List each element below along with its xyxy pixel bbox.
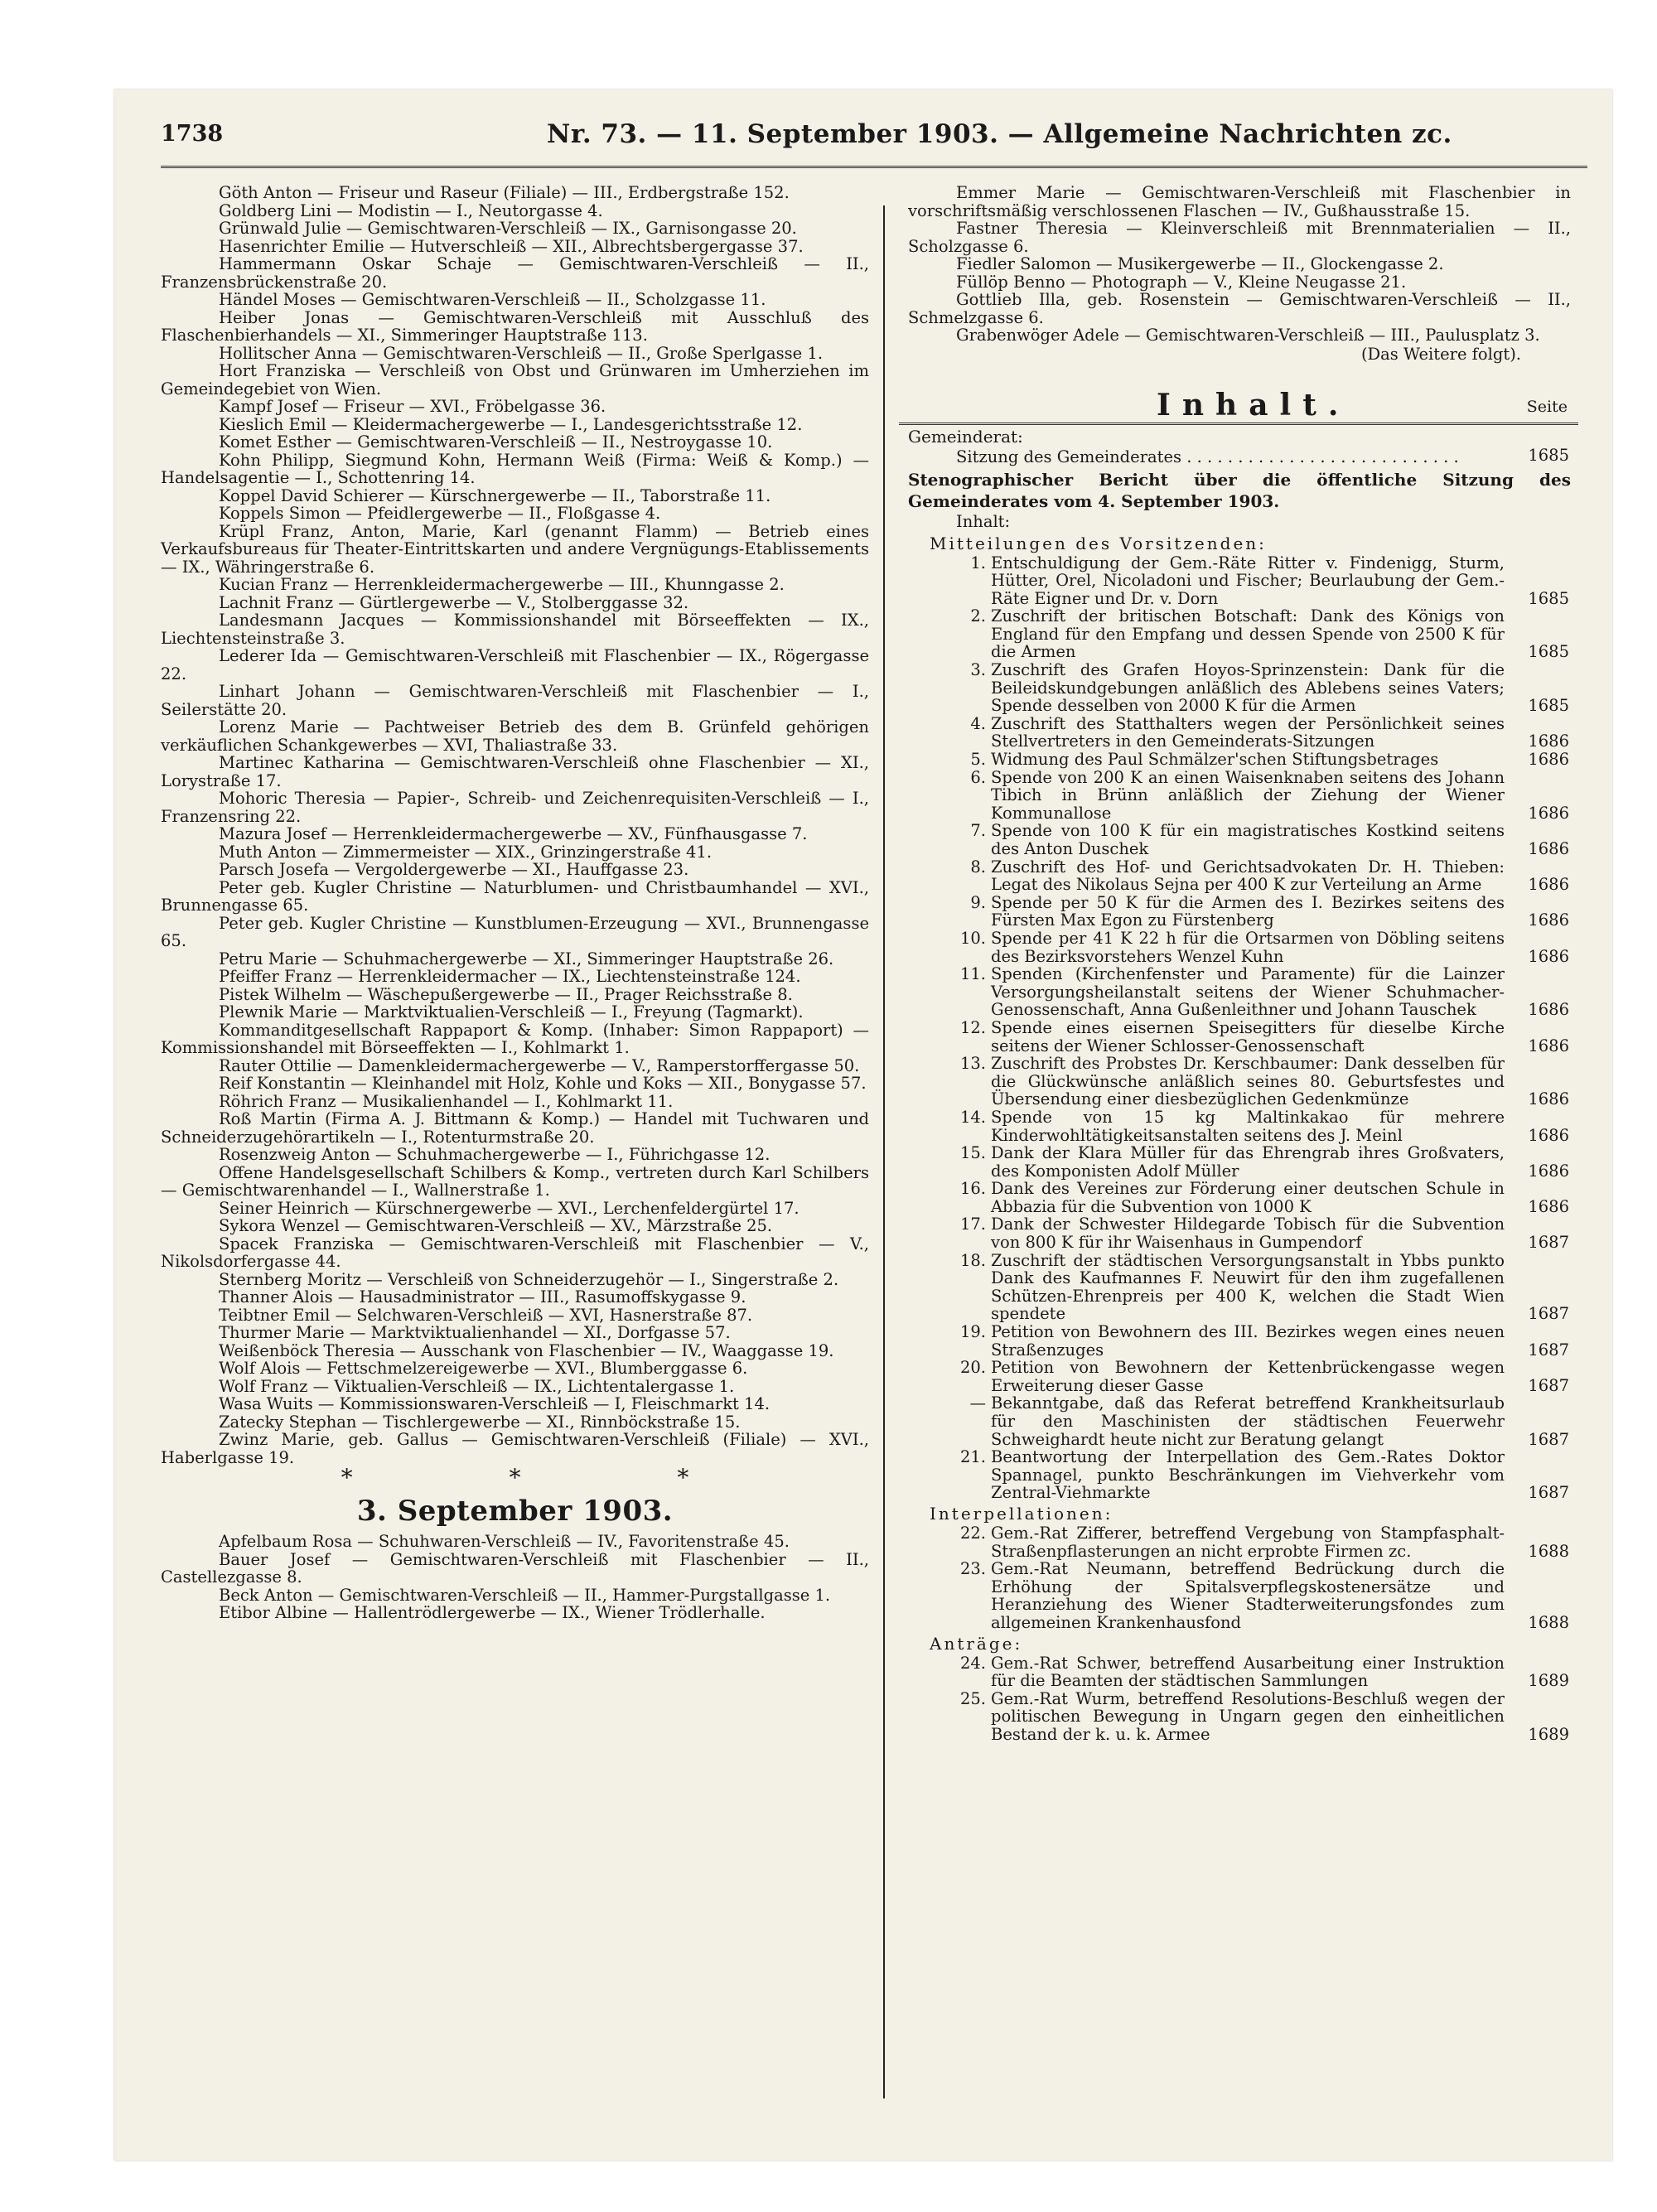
license-entry: Mazura Josef — Herrenkleidermachergewerbe — XV., Fünfhausgasse 7. — [219, 824, 808, 843]
section-antraege: Anträge: — [930, 1633, 1023, 1654]
header-rule — [161, 166, 1587, 168]
toc-entry-text: Gem.-Rat Neumann, betreffend Bedrückung durch die Erhöhung der Spitalsverpflegskostenersätze und Heranziehung des Wiener Stadterweiterungsfondes zum allgemeinen Krankenhausfond — [991, 1559, 1505, 1632]
toc-entry-text: Gem.-Rat Zifferer, betreffend Vergebung von Stampfasphalt-Straßenpflasterungen an nicht erprobte Firmen zc. — [991, 1523, 1505, 1561]
toc-entry-number: 14. — [959, 1107, 986, 1127]
toc-entry — [908, 1560, 1571, 1631]
license-entry: Koppel David Schierer — Kürschnergewerbe — II., Taborstraße 11. — [219, 485, 771, 505]
license-entry: Kucian Franz — Herrenkleidermachergewerbe — III., Khunngasse 2. — [219, 575, 785, 594]
license-entry: Seiner Heinrich — Kürschnergewerbe — XVI., Lerchenfeldergürtel 17. — [219, 1198, 800, 1218]
toc-entry-text: Dank der Schwester Hildegarde Tobisch für die Subvention von 800 K für ihr Waisenhaus in Gumpendorf — [991, 1215, 1505, 1253]
license-entry: Kohn Philipp, Siegmund Kohn, Hermann Weiß (Firma: Weiß & Komp.) — Handelsagentie — I., Schottenring 14. — [161, 450, 869, 487]
license-entry: Kampf Josef — Friseur — XVI., Fröbelgasse 36. — [219, 397, 606, 416]
toc-page-label: Seite — [1526, 397, 1568, 416]
toc-entry — [908, 822, 1571, 857]
toc-entry-number: 25. — [959, 1688, 986, 1708]
toc-entry-number: 22. — [959, 1523, 986, 1543]
toc-entry-text: Beantwortung der Interpellation des Gem.-Rates Doktor Spannagel, punkto Beschränkungen im Viehverkehr vom Zentral-Viehmarkte — [991, 1447, 1505, 1503]
toc-entry-number: 20. — [959, 1358, 986, 1378]
toc-page-number: 1686 — [1528, 1036, 1569, 1055]
toc-entry-number: 11. — [959, 964, 986, 984]
license-list-continued — [908, 184, 1571, 345]
toc-entry-text: Dank der Klara Müller für das Ehrengrab ihres Großvaters, des Komponisten Adolf Müller — [991, 1143, 1505, 1181]
toc-page-number: 1686 — [1528, 1000, 1569, 1020]
toc-entry-text: Petition von Bewohnern des III. Bezirkes wegen eines neuen Straßenzuges — [991, 1322, 1505, 1360]
toc-entry-text: Gem.-Rat Schwer, betreffend Ausarbeitung einer Instruktion für die Beamten der städtischen Sammlungen — [991, 1653, 1505, 1691]
right-column — [908, 184, 1571, 1744]
toc-entry — [908, 1252, 1571, 1323]
section-mitteilungen: Mitteilungen des Vorsitzenden: — [930, 533, 1267, 553]
toc-entry — [908, 930, 1571, 965]
toc-entry-text: Zuschrift des Grafen Hoyos-Sprinzenstein: Dank für die Beileidskundgebungen anläßlich des Ablebens seines Vaters; Spende desselben von 2000 K für die Armen — [991, 660, 1505, 716]
toc-entry — [908, 1359, 1571, 1394]
license-entry: Hasenrichter Emilie — Hutverschleiß — XII., Albrechtsbergergasse 37. — [219, 236, 804, 256]
toc-entry-text: Spende per 41 K 22 h für die Ortsarmen von Döbling seitens des Bezirksvorstehers Wenzel Kuhn — [991, 928, 1505, 966]
toc-entry-number: 24. — [959, 1653, 986, 1673]
license-entry: Mohoric Theresia — Papier-, Schreib- und Zeichenrequisiten-Verschleiß — I., Franzensring 22. — [161, 789, 869, 826]
toc-entry-text: Spenden (Kirchenfenster und Paramente) für die Lainzer Versorgungsheilanstalt seitens der Wiener Schuhmacher-Genossenschaft, Anna Gußenleithner und Johann Tauschek — [991, 964, 1505, 1020]
toc-page-number: 1687 — [1528, 1429, 1569, 1449]
license-entry: Thanner Alois — Hausadministrator — III., Rasumoffskygasse 9. — [219, 1287, 746, 1306]
date-heading: 3. September 1903. — [356, 1495, 674, 1528]
license-entry: Parsch Josefa — Vergoldergewerbe — XI., Hauffgasse 23. — [219, 860, 689, 879]
toc-entry — [908, 1654, 1571, 1690]
toc-entry — [908, 1524, 1571, 1560]
license-entry: Komet Esther — Gemischtwaren-Verschleiß — II., Nestroygasse 10. — [219, 432, 773, 452]
license-entry: Hammermann Oskar Schaje — Gemischtwaren-Verschleiß — II., Franzensbrückenstraße 20. — [161, 254, 869, 292]
toc-entry-number: 19. — [959, 1322, 986, 1342]
license-entry: Grünwald Julie — Gemischtwaren-Verschleiß — IX., Garnisongasse 20. — [219, 219, 797, 238]
toc-entry-number: 6. — [970, 767, 986, 787]
toc-entry — [908, 965, 1571, 1019]
toc-entry-text: Spende per 50 K für die Armen des I. Bezirkes seitens des Fürsten Max Egon zu Fürstenberg — [991, 892, 1505, 930]
left-column — [161, 184, 869, 1622]
license-entry: Göth Anton — Friseur und Raseur (Filiale) — III., Erdbergstraße 152. — [219, 183, 790, 202]
toc-page-number: 1688 — [1528, 1612, 1569, 1632]
license-entry: Thurmer Marie — Marktviktualienhandel — XI., Dorfgasse 57. — [219, 1323, 731, 1342]
toc-entry-text: Zuschrift des Probstes Dr. Kerschbaumer: Dank desselben für die Glückwünsche anläßlich seines 80. Geburtsfestes und Übersendung einer diesbezüglichen Gedenkmünze — [991, 1054, 1505, 1109]
toc-entry-text: Zuschrift der städtischen Versorgungsanstalt in Ybbs punkto Dank des Kaufmannes F. Neuwirt für den ihm zugefallenen Schützen-Ehrenpreis per 400 K, welchen die Stadt Wien spendete — [991, 1250, 1505, 1324]
toc-page-number: 1686 — [1528, 875, 1569, 895]
toc-entry — [908, 751, 1571, 769]
license-entry: Wolf Franz — Viktualien-Verschleiß — IX., Lichtentalergasse 1. — [219, 1376, 735, 1396]
license-entry: Petru Marie — Schuhmachergewerbe — XI., Simmeringer Hauptstraße 26. — [219, 949, 834, 968]
license-entry: Lederer Ida — Gemischtwaren-Verschleiß mit Flaschenbier — IX., Rögergasse 22. — [161, 646, 869, 683]
toc-page-number: 1688 — [1528, 1541, 1569, 1561]
continued-note: (Das Weitere folgt). — [1360, 344, 1521, 364]
license-list-2 — [161, 1533, 869, 1622]
license-entry: Reif Konstantin — Kleinhandel mit Holz, Kohle und Koks — XII., Bonygasse 57. — [219, 1074, 867, 1093]
toc-entry-number: 18. — [959, 1250, 986, 1270]
license-entry: Krüpl Franz, Anton, Marie, Karl (genannt Flamm) — Betrieb eines Verkaufsbureaus für Theater-Eintrittskarten und andere Vergnügungs-Etablissements — IX., Währingerstraße 6. — [161, 521, 869, 577]
license-entry: Rauter Ottilie — Damenkleidermachergewerbe — V., Ramperstorffergasse 50. — [219, 1055, 860, 1075]
license-entry: Apfelbaum Rosa — Schuhwaren-Verschleiß — IV., Favoritenstraße 45. — [219, 1532, 790, 1551]
report-title: Stenographischer Bericht über die öffentliche Sitzung des Gemeinderates vom 4. September 1903. — [908, 469, 1571, 511]
toc-entry-text: Spende von 100 K für ein magistratisches Kostkind seitens des Anton Duschek — [991, 821, 1505, 858]
license-entry: Röhrich Franz — Musikalienhandel — I., Kohlmarkt 11. — [219, 1091, 674, 1111]
toc-entry-text: Spende von 200 K an einen Waisenknaben seitens des Johann Tibich in Brünn anläßlich der Ziehung der Wiener Kommunallose — [991, 767, 1505, 823]
toc-entry — [908, 1180, 1571, 1215]
license-entry: Martinec Katharina — Gemischtwaren-Verschleiß ohne Flaschenbier — XI., Lorystraße 17. — [161, 753, 869, 790]
toc-page-number: 1689 — [1528, 1671, 1569, 1691]
toc-entry-number: 7. — [970, 821, 986, 841]
toc-entry — [908, 769, 1571, 823]
inhalt-label: Inhalt: — [956, 511, 1011, 531]
toc-entry-number: 16. — [959, 1179, 986, 1199]
license-entry: Koppels Simon — Pfeidlergewerbe — II., Floßgasse 4. — [219, 504, 661, 523]
toc-category: Gemeinderat: — [908, 426, 1023, 447]
license-entry: Landesmann Jacques — Kommissionshandel mit Börseeffekten — IX., Liechtensteinstraße 3. — [161, 611, 869, 648]
toc-page-number: 1685 — [1528, 642, 1569, 662]
license-entry: Sykora Wenzel — Gemischtwaren-Verschleiß — XV., Märzstraße 25. — [219, 1216, 773, 1235]
license-entry: Peter geb. Kugler Christine — Kunstblumen-Erzeugung — XVI., Brunnengasse 65. — [161, 913, 869, 950]
toc-page-number: 1687 — [1528, 1375, 1569, 1395]
license-entry: Heiber Jonas — Gemischtwaren-Verschleiß mit Ausschluß des Flaschenbierhandels — XI., Simmeringer Hauptstraße 113. — [161, 307, 869, 345]
license-entry: Roß Martin (Firma A. J. Bittmann & Komp.) — Handel mit Tuchwaren und Schneiderzugehörartikeln — I., Rotenturmstraße 20. — [161, 1109, 869, 1147]
toc-entry-number: 1. — [970, 553, 986, 572]
license-entry: Zatecky Stephan — Tischlergewerbe — XI., Rinnböckstraße 15. — [219, 1412, 741, 1432]
license-entry: Emmer Marie — Gemischtwaren-Verschleiß mit Flaschenbier in vorschriftsmäßig verschlossenen Flaschen — IV., Gußhausstraße 15. — [908, 183, 1571, 220]
license-entry: Fastner Theresia — Kleinverschleiß mit Brennmaterialien — II., Scholzgasse 6. — [908, 219, 1571, 256]
license-entry: Wasa Wuits — Kommissionswaren-Verschleiß — I, Fleischmarkt 14. — [219, 1394, 771, 1413]
toc-entry — [908, 1108, 1571, 1144]
license-entry: Wolf Alois — Fettschmelzereigewerbe — XVI., Blumberggasse 6. — [219, 1359, 748, 1378]
toc-entry-text: Entschuldigung der Gem.-Räte Ritter v. Findenigg, Sturm, Hütter, Orel, Nicoladoni und Fischer; Beurlaubung der Gem.-Räte Eigner und Dr. v. Dorn — [991, 553, 1505, 608]
toc-entry — [908, 715, 1571, 751]
license-entry: Zwinz Marie, geb. Gallus — Gemischtwaren-Verschleiß (Filiale) — XVI., Haberlgasse 19. — [161, 1430, 869, 1467]
toc-entry — [908, 661, 1571, 715]
toc-entry — [908, 1019, 1571, 1055]
license-entry: Füllöp Benno — Photograph — V., Kleine Neugasse 21. — [956, 272, 1407, 292]
license-entry: Grabenwöger Adele — Gemischtwaren-Verschleiß — III., Paulusplatz 3. — [956, 326, 1540, 345]
toc-page-number: 1686 — [1528, 910, 1569, 930]
toc-entry-number: 13. — [959, 1054, 986, 1074]
license-entry: Goldberg Lini — Modistin — I., Neutorgasse 4. — [219, 200, 603, 220]
license-entry: Fiedler Salomon — Musikergewerbe — II., Glockengasse 2. — [956, 254, 1444, 273]
toc-entry-number: 3. — [970, 660, 986, 680]
toc-entry-text: Sitzung des Gemeinderates — [956, 447, 1182, 466]
toc-page-number: 1687 — [1528, 1340, 1569, 1360]
license-entry: Kommanditgesellschaft Rappaport & Komp. (Inhaber: Simon Rappaport) — Kommissionshandel mit Börseeffekten — I., Kohlmarkt 1. — [161, 1020, 869, 1057]
toc-entry-text: Widmung des Paul Schmälzer'schen Stiftungsbetrages — [991, 750, 1439, 770]
column-divider — [883, 205, 885, 2099]
toc-page-number: 1687 — [1528, 1483, 1569, 1503]
toc-entry-text: Zuschrift des Statthalters wegen der Persönlichkeit seines Stellvertreters in den Gemeinderats-Sitzungen — [991, 713, 1505, 751]
toc-title: Inhalt. — [1157, 387, 1350, 423]
toc-entry-number: 2. — [970, 606, 986, 626]
license-entry: Lachnit Franz — Gürtlergewerbe — V., Stolberggasse 32. — [219, 592, 689, 612]
license-entry: Plewnik Marie — Marktviktualien-Verschleiß — I., Freyung (Tagmarkt). — [219, 1002, 804, 1021]
toc-page-number: 1685 — [1528, 445, 1569, 465]
license-entry: Beck Anton — Gemischtwaren-Verschleiß — II., Hammer-Purgstallgasse 1. — [219, 1585, 831, 1605]
toc-page-number: 1686 — [1528, 839, 1569, 858]
toc-page-number: 1685 — [1528, 696, 1569, 716]
toc-page-number: 1686 — [1528, 1089, 1569, 1109]
toc-entry-text: Petition von Bewohnern der Kettenbrückengasse wegen Erweiterung dieser Gasse — [991, 1358, 1505, 1395]
toc-entry-number: 12. — [959, 1017, 986, 1037]
license-entry: Lorenz Marie — Pachtweiser Betrieb des dem B. Grünfeld gehörigen verkäuflichen Schankgewerbes — XVI, Thaliastraße 33. — [161, 717, 869, 755]
license-entry: Gottlieb Illa, geb. Rosenstein — Gemischtwaren-Verschleiß — II., Schmelzgasse 6. — [908, 290, 1571, 327]
license-entry: Pfeiffer Franz — Herrenkleidermacher — IX., Liechtensteinstraße 124. — [219, 967, 801, 986]
section-separator: * * * — [341, 1464, 764, 1491]
toc-entry-text: Gem.-Rat Wurm, betreffend Resolutions-Beschluß wegen der politischen Bewegung in Ungarn gegen den einheitlichen Bestand der k. u. k. Armee — [991, 1688, 1505, 1744]
toc-page-number: 1686 — [1528, 732, 1569, 751]
toc-entry — [908, 1215, 1571, 1251]
toc-entry-text: Spende eines eisernen Speisegitters für dieselbe Kirche seitens der Wiener Schlosser-Genossenschaft — [991, 1017, 1505, 1055]
toc-page-number: 1686 — [1528, 946, 1569, 966]
license-entry: Pistek Wilhelm — Wäschepußergewerbe — II., Prager Reichsstraße 8. — [219, 984, 793, 1004]
toc-entry — [908, 554, 1571, 608]
toc-entry-number: 23. — [959, 1559, 986, 1579]
toc-entry — [908, 1144, 1571, 1180]
toc-entry-text: Spende von 15 kg Maltinkakao für mehrere Kinderwohltätigkeitsanstalten seitens des J. Meinl — [991, 1107, 1505, 1145]
toc-entry-text: Bekanntgabe, daß das Referat betreffend Krankheitsurlaub für den Maschinisten der städtischen Feuerwehr Schweighardt heute nicht zur Beratung gelangt — [991, 1393, 1505, 1449]
license-entry: Linhart Johann — Gemischtwaren-Verschleiß mit Flaschenbier — I., Seilerstätte 20. — [161, 682, 869, 719]
toc-page-number: 1687 — [1528, 1304, 1569, 1324]
license-entry: Offene Handelsgesellschaft Schilbers & Komp., vertreten durch Karl Schilbers — Gemischtwarenhandel — I., Wallnerstraße 1. — [161, 1162, 869, 1200]
toc-page-number: 1686 — [1528, 750, 1569, 770]
license-entry: Sternberg Moritz — Verschleiß von Schneiderzugehör — I., Singerstraße 2. — [219, 1269, 839, 1289]
toc-entry — [908, 1690, 1571, 1744]
toc-entry — [908, 1448, 1571, 1502]
license-entry: Peter geb. Kugler Christine — Naturblumen- und Christbaumhandel — XVI., Brunnengasse 65. — [161, 877, 869, 915]
toc-page-number: 1687 — [1528, 1233, 1569, 1253]
toc-page-number: 1685 — [1528, 588, 1569, 608]
toc-page-number: 1686 — [1528, 803, 1569, 823]
license-entry: Etibor Albine — Hallentrödlergewerbe — IX., Wiener Trödlerhalle. — [219, 1603, 766, 1622]
toc-entry-number: 15. — [959, 1143, 986, 1163]
running-head: Nr. 73. — 11. September 1903. — Allgemeine Nachrichten zc. — [547, 119, 1452, 149]
license-entry: Hort Franziska — Verschleiß von Obst und Grünwaren im Umherziehen im Gemeindegebiet von Wien. — [161, 361, 869, 398]
page-number: 1738 — [161, 121, 224, 147]
license-entry: Hollitscher Anna — Gemischtwaren-Verschleiß — II., Große Sperlgasse 1. — [219, 343, 824, 363]
license-list — [161, 184, 869, 1466]
toc-entry-text: Dank des Vereines zur Förderung einer deutschen Schule in Abbazia für die Subvention von 1000 K — [991, 1179, 1505, 1216]
toc-entry-number: 21. — [959, 1447, 986, 1467]
toc-list-mitteilungen — [908, 554, 1571, 1502]
toc-entry-number: — — [969, 1393, 986, 1413]
toc-list-antraege — [908, 1654, 1571, 1744]
license-entry: Kieslich Emil — Kleidermachergewerbe — I., Landesgerichtsstraße 12. — [219, 414, 803, 434]
toc-page-number: 1686 — [1528, 1161, 1569, 1181]
toc-entry-sitzung: Sitzung des Gemeinderates . . . . . . . . . . . . . . . . . . . . . . . . . . . 1685 — [956, 445, 1569, 466]
toc-page-number: 1686 — [1528, 1125, 1569, 1145]
toc-entry — [908, 1055, 1571, 1108]
section-interpellationen: Interpellationen: — [930, 1503, 1114, 1524]
toc-header — [908, 388, 1571, 426]
license-entry: Spacek Franziska — Gemischtwaren-Verschleiß mit Flaschenbier — V., Nikolsdorfergasse 44. — [161, 1234, 869, 1271]
toc-entry-number: 17. — [959, 1215, 986, 1234]
toc-entry — [908, 607, 1571, 661]
license-entry: Bauer Josef — Gemischtwaren-Verschleiß mit Flaschenbier — II., Castellezgasse 8. — [161, 1549, 869, 1587]
toc-entry — [908, 1323, 1571, 1359]
toc-entry-text: Zuschrift der britischen Botschaft: Dank des Königs von England für den Empfang und dessen Spende von 2500 K für die Armen — [991, 606, 1505, 662]
toc-entry-text: Zuschrift des Hof- und Gerichtsadvokaten Dr. H. Thieben: Legat des Nikolaus Sejna per 400 K zur Verteilung an Arme — [991, 857, 1505, 895]
toc-list-interpellationen — [908, 1524, 1571, 1632]
toc-entry-number: 5. — [970, 750, 986, 770]
license-entry: Teibtner Emil — Selchwaren-Verschleiß — XVI, Hasnerstraße 87. — [219, 1305, 753, 1325]
license-entry: Weißenböck Theresia — Ausschank von Flaschenbier — IV., Waaggasse 19. — [219, 1340, 834, 1360]
toc-entry — [908, 894, 1571, 930]
license-entry: Muth Anton — Zimmermeister — XIX., Grinzingerstraße 41. — [219, 842, 713, 862]
toc-page-number: 1689 — [1528, 1724, 1569, 1744]
toc-entry-number: 10. — [959, 928, 986, 948]
toc-entry-number: 4. — [970, 713, 986, 733]
toc-page-number: 1686 — [1528, 1196, 1569, 1216]
toc-entry — [908, 1394, 1571, 1448]
toc-entry-number: 9. — [970, 892, 986, 912]
license-entry: Händel Moses — Gemischtwaren-Verschleiß — II., Scholzgasse 11. — [219, 290, 766, 309]
toc-entry-number: 8. — [970, 857, 986, 877]
toc-entry — [908, 858, 1571, 894]
license-entry: Rosenzweig Anton — Schuhmachergewerbe — I., Führichgasse 12. — [219, 1145, 771, 1164]
